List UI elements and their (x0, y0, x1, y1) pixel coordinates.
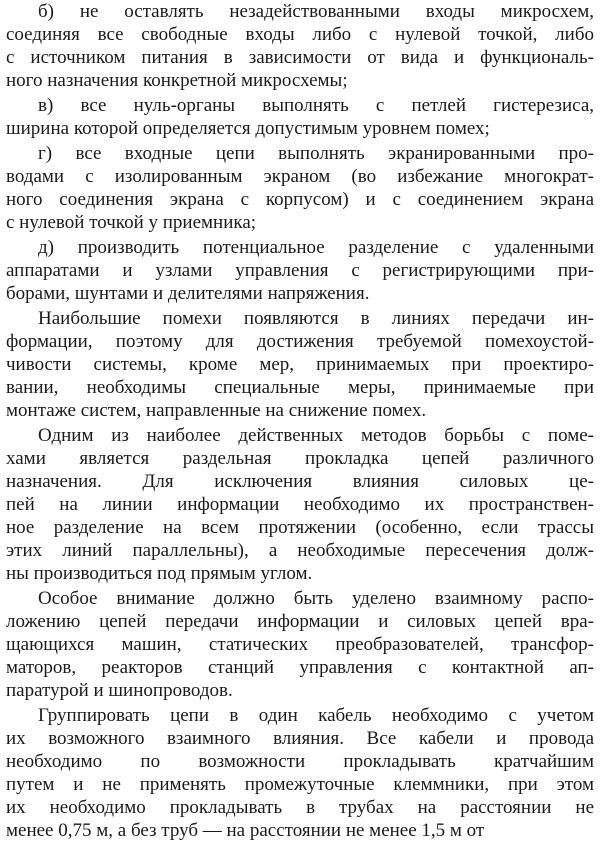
paragraph (6, 142, 594, 234)
text-line: менее 0,75 м, а без труб — на расстоянии не менее 1,5 м от (6, 820, 485, 841)
text-line: щающихся машин, статических преобразователей, трансфор- (6, 634, 594, 655)
text-line: их необходимо прокладывать в трубах на расстоянии не (6, 797, 594, 818)
text-line: д) производить потенциальное разделение с удаленными (38, 237, 594, 258)
text-line: ширина которой определяется допустимым уровнем помех; (6, 118, 490, 139)
text-line: Наибольшие помехи появляются в линиях передачи ин- (38, 308, 594, 329)
text-line: аппаратами и узлами управления с регистрирующими при- (6, 260, 594, 281)
paragraph (6, 307, 594, 422)
text-line: ное разделение на всем протяжении (особенно, если трассы (6, 517, 594, 538)
text-line: Особое внимание должно быть уделено взаимному распо- (38, 588, 594, 609)
text-line: Группировать цепи в один кабель необходимо с учетом (38, 705, 594, 726)
text-line: водами с изолированным экраном (во избежание многократ- (6, 166, 594, 187)
text-line: с источником питания в зависимости от вида и функциональ- (6, 47, 594, 68)
paragraph (6, 704, 594, 842)
text-line: назначения. Для исключения влияния силовых це- (6, 471, 594, 492)
text-line: паратурой и шинопроводов. (6, 680, 233, 701)
text-line: ложению цепей передачи информации и силовых цепей вра- (6, 611, 594, 632)
text-line: б) не оставлять незадействованными входы микросхем, (38, 1, 594, 22)
text-line: борами, шунтами и делителями напряжения. (6, 283, 370, 304)
text-line: этих линий параллельны), а необходимые пересечения долж- (6, 540, 594, 561)
paragraph (6, 587, 594, 702)
text-line: пей на линии информации необходимо их пространствен- (6, 494, 594, 515)
text-line: монтаже систем, направленные на снижение помех. (6, 400, 427, 421)
text-line: хами является раздельная прокладка цепей различного (6, 448, 594, 469)
text-line: г) все входные цепи выполнять экранированными про- (38, 143, 594, 164)
paragraph (6, 0, 594, 92)
document-page (6, 0, 594, 841)
paragraph (6, 424, 594, 585)
text-line: в) все нуль-органы выполнять с петлей гистерезиса, (38, 95, 594, 116)
text-line: чивости системы, кроме мер, принимаемых при проектиро- (6, 354, 594, 375)
paragraph (6, 236, 594, 305)
text-line: ного назначения конкретной микросхемы; (6, 70, 348, 91)
text-line: соединяя все свободные входы либо с нулевой точкой, либо (6, 24, 594, 45)
text-line: их возможного взаимного влияния. Все кабели и провода (6, 728, 594, 749)
text-line: маторов, реакторов станций управления с контактной ап- (6, 657, 594, 678)
text-line: с нулевой точкой у приемника; (6, 212, 257, 233)
text-line: формации, поэтому для достижения требуемой помехоустой- (6, 331, 594, 352)
text-line: вании, необходимы специальные меры, принимаемые при (6, 377, 594, 398)
paragraph (6, 94, 594, 140)
text-line: путем и не применять промежуточные клеммники, при этом (6, 774, 594, 795)
text-line: ного соединения экрана с корпусом) и с соединением экрана (6, 189, 594, 210)
text-line: необходимо по возможности прокладывать кратчайшим (6, 751, 594, 772)
text-line: ны производиться под прямым углом. (6, 563, 313, 584)
text-line: Одним из наиболее действенных методов борьбы с поме- (38, 425, 594, 446)
